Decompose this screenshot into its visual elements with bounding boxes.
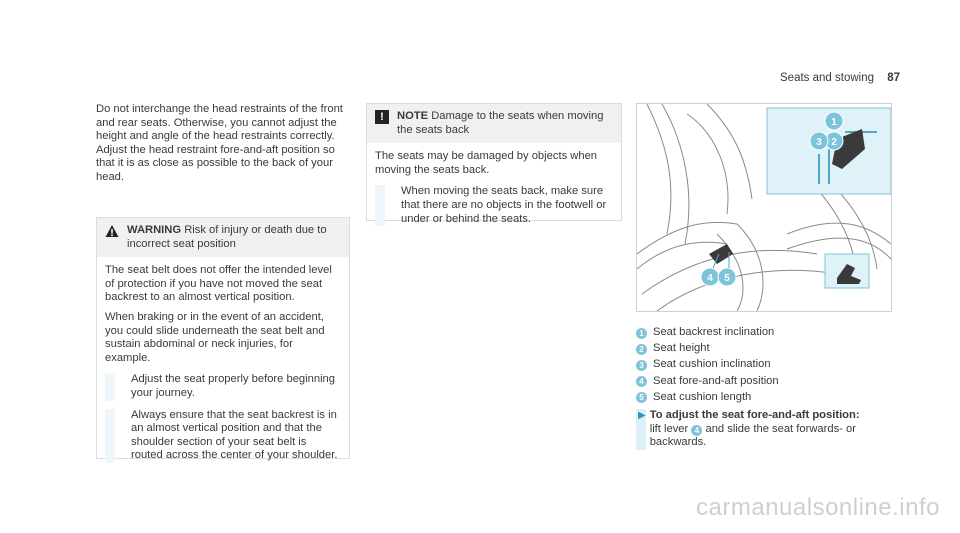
instruction-title: To adjust the seat fore-and-aft position: — [649, 409, 860, 421]
callout-2: 2 — [831, 137, 837, 148]
legend-number-badge: 2 — [636, 344, 647, 355]
legend-item — [636, 389, 896, 405]
watermark: carmanualsonline.info — [696, 494, 940, 522]
note-header — [367, 104, 621, 143]
page-number: 87 — [887, 72, 900, 84]
legend-number-badge: 4 — [636, 376, 647, 387]
seat-drawing — [637, 104, 891, 311]
legend-item — [636, 373, 896, 389]
intro-text — [96, 103, 350, 185]
warning-headline — [127, 224, 341, 251]
section-title: Seats and stowing — [780, 72, 874, 84]
legend-number-badge: 1 — [636, 328, 647, 339]
warning-step — [105, 409, 341, 463]
note-step-text: When moving the seats back, make sure that there are no objects in the footwell or under or behind the seats. — [375, 185, 613, 226]
paragraph: Do not interchange the head restraints of the front and rear seats. Otherwise, you cannot adjust the height and angle of the head restraints correctly. — [96, 103, 343, 143]
adjust-instruction — [636, 409, 890, 450]
step-arrow-icon: ▶ — [638, 410, 646, 421]
legend-label: Seat height — [653, 342, 710, 355]
seat-illustration — [636, 103, 892, 312]
warning-triangle-icon — [105, 224, 119, 238]
page-header — [780, 72, 900, 86]
legend-item — [636, 341, 896, 357]
legend-label: Seat cushion inclination — [653, 358, 771, 371]
warning-step — [105, 373, 341, 400]
legend-item — [636, 325, 896, 341]
warning-title: WARNING — [127, 224, 182, 236]
step-arrow-icon: ▶ — [105, 409, 113, 421]
warning-body — [97, 257, 349, 477]
note-headline-text: Damage to the seats when moving the seats back — [397, 110, 604, 136]
warning-header — [97, 218, 349, 257]
legend-label: Seat backrest inclination — [653, 326, 775, 339]
warning-paragraph: When braking or in the event of an accident, you could slide underneath the seat belt and sustain abdominal or neck injuries, for example. — [105, 310, 325, 364]
instruction-text — [650, 409, 890, 450]
warning-box — [96, 217, 350, 462]
legend-number-badge: 3 — [636, 360, 647, 371]
lever-badge: 4 — [691, 425, 702, 436]
note-box — [366, 103, 622, 225]
note-paragraph: The seats may be damaged by objects when moving the seats back. — [375, 150, 598, 176]
warning-step-text: Adjust the seat properly before beginning your journey. — [105, 373, 341, 400]
step-arrow-icon: ▶ — [375, 186, 383, 198]
paragraph: Adjust the head restraint fore-and-aft position so that it is as close as possible to the back of your head. — [96, 143, 335, 183]
callout-5: 5 — [724, 273, 730, 284]
legend-item — [636, 357, 896, 373]
legend-label: Seat fore-and-aft position — [653, 374, 779, 387]
instruction-part: and slide the seat forwards- or backwards. — [649, 422, 856, 449]
step-arrow-icon: ▶ — [105, 374, 113, 386]
callout-4: 4 — [707, 273, 713, 284]
legend-number-badge: 5 — [636, 392, 647, 403]
warning-step-text: Always ensure that the seat backrest is in an almost vertical position and that the shoulder section of your seat belt is routed across the center of your shoulder. — [105, 409, 341, 463]
instruction-part: lift lever — [649, 422, 689, 435]
warning-paragraph: The seat belt does not offer the intended level of protection if you have not moved the seat backrest to an almost vertical position. — [105, 264, 332, 304]
legend-label: Seat cushion length — [653, 390, 752, 403]
note-title: NOTE — [397, 110, 429, 122]
callout-3: 3 — [816, 137, 822, 148]
note-headline — [397, 110, 613, 137]
figure-legend — [636, 325, 896, 405]
note-step — [375, 185, 613, 226]
note-body — [367, 143, 621, 240]
callout-1: 1 — [831, 117, 837, 128]
warning-headline-text: Risk of injury or death due to incorrect seat position — [127, 224, 327, 250]
exclamation-icon: ! — [375, 110, 389, 124]
